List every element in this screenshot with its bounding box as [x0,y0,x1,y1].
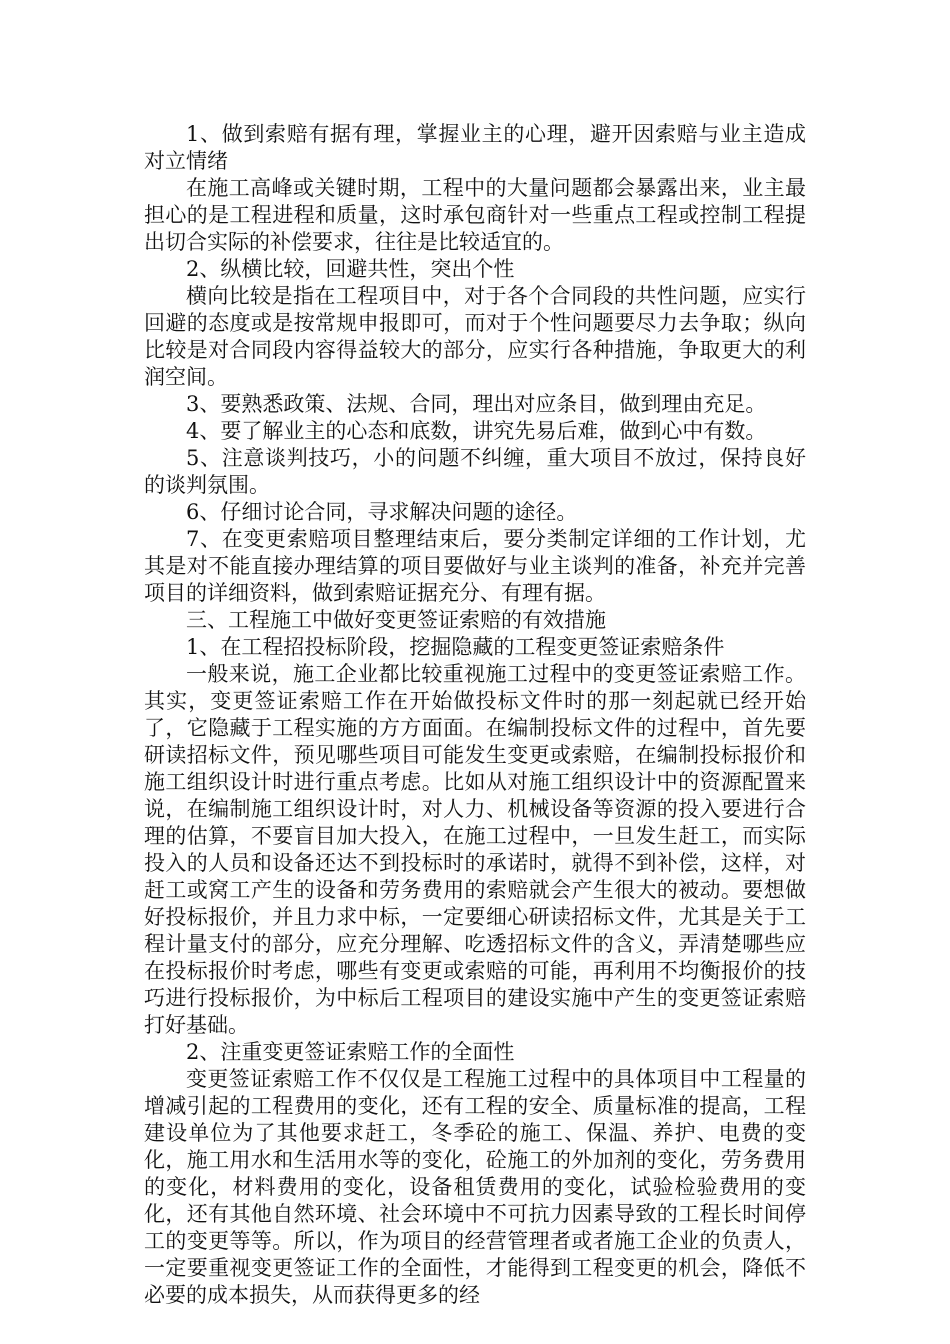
paragraph-heading-1-evidence: 1、做到索赔有据有理，掌握业主的心理，避开因索赔与业主造成对立情绪 [144,122,806,173]
paragraph-item-5: 5、注意谈判技巧，小的问题不纠缠，重大项目不放过，保持良好的谈判氛围。 [144,446,806,497]
paragraph-item-6: 6、仔细讨论合同，寻求解决问题的途径。 [186,500,578,524]
paragraph-body: 一般来说，施工企业都比较重视施工过程中的变更签证索赔工作。其实，变更签证索赔工作在开始做投标文件时的那一刻起就已经开始了，它隐藏于工程实施的方方面面。在编制投标文件的过程中，首先要研读招标文件，预见哪些项目可能发生变更或索赔，在编制投标报价和施工组织设计时进行重点考虑。比如从对施工组织设计中的资源配置来说，在编制施工组织设计时，对人力、机械设备等资源的投入要进行合理的估算，不要盲目加大投入，在施工过程中，一旦发生赶工，而实际投入的人员和设备还达不到投标时的承诺时，就得不到补偿，这样，对赶工或窝工产生的设备和劳务费用的索赔就会产生很大的被动。要想做好投标报价，并且力求中标，一定要细心研读招标文件，尤其是关于工程计量支付的部分，应充分理解、吃透招标文件的含义，弄清楚哪些应在投标报价时考虑，哪些有变更或索赔的可能，再利用不均衡报价的技巧进行投标报价，为中标后工程项目的建设实施中产生的变更签证索赔打好基础。 [144,662,806,1037]
section-heading-3: 三、工程施工中做好变更签证索赔的有效措施 [186,608,606,632]
paragraph-item-7: 7、在变更索赔项目整理结束后，要分类制定详细的工作计划，尤其是对不能直接办理结算的项目要做好与业主谈判的准备，补充并完善项目的详细资料，做到索赔证据充分、有理有据。 [144,527,806,605]
subheading-2-comprehensiveness: 2、注重变更签证索赔工作的全面性 [186,1040,515,1064]
paragraph-body: 变更签证索赔工作不仅仅是工程施工过程中的具体项目中工程量的增减引起的工程费用的变化，还有工程的安全、质量标准的提高，工程建设单位为了其他要求赶工，冬季砼的施工、保温、养护、电费的变化，施工用水和生活用水等的变化，砼施工的外加剂的变化，劳务费用的变化，材料费用的变化，设备租赁费用的变化，试验检验费用的变化，还有其他自然环境、社会环境中不可抗力因素导致的工程长时间停工的变更等等。所以，作为项目的经营管理者或者施工企业的负责人，一定要重视变更签证工作的全面性，才能得到工程变更的机会，降低不必要的成本损失，从而获得更多的经 [144,1067,806,1307]
paragraph-heading-2-comparison: 2、纵横比较，回避共性，突出个性 [186,257,515,281]
paragraph-body: 横向比较是指在工程项目中，对于各个合同段的共性问题，应实行回避的态度或是按常规申报即可，而对于个性问题要尽力去争取；纵向比较是对合同段内容得益较大的部分，应实行各种措施，争取更大的利润空间。 [144,284,806,389]
document-body [144,121,806,1309]
paragraph-item-4: 4、要了解业主的心态和底数，讲究先易后难，做到心中有数。 [186,419,767,443]
paragraph-item-3: 3、要熟悉政策、法规、合同，理出对应条目，做到理由充足。 [186,392,767,416]
paragraph-body: 在施工高峰或关键时期，工程中的大量问题都会暴露出来，业主最担心的是工程进程和质量，这时承包商针对一些重点工程或控制工程提出切合实际的补偿要求，往往是比较适宜的。 [144,176,806,254]
subheading-1-bidding-stage: 1、在工程招投标阶段，挖掘隐藏的工程变更签证索赔条件 [186,635,725,659]
